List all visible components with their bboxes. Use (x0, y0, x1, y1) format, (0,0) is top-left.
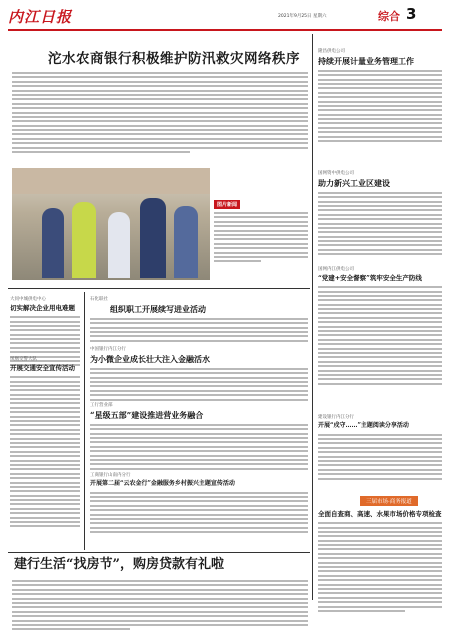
lead-photo (12, 168, 210, 280)
issue-date: 2021年9月25日 星期六 (278, 14, 327, 19)
newspaper-logo: 内江日报 (8, 8, 73, 26)
story-kicker: 建设银行内江分行 (318, 415, 354, 420)
story-kicker: 大同中城供电中心 (10, 297, 46, 302)
story-title: 持续开展计量业务管理工作 (318, 56, 414, 66)
right-story-3 (318, 266, 442, 387)
photo-caption-text (214, 212, 308, 265)
right-story-4 (318, 414, 442, 482)
story-kicker: 国网内江供电公司 (318, 267, 354, 272)
story-kicker: 石化联社 (90, 297, 108, 302)
masthead (8, 6, 442, 28)
story-kicker: 工行营业部 (90, 403, 113, 408)
story-title: 切实解决企业用电难题 (10, 304, 75, 312)
middle-story-3 (90, 402, 308, 472)
masthead-rule (8, 29, 442, 31)
section-bar: 三届市场·商务报道 (360, 496, 418, 506)
story-title: 组织职工开展续写进业活动 (110, 304, 206, 314)
bottom-body-text (12, 580, 308, 633)
story-title: 全面自查商、高速、水果市场价格专项检查 (318, 510, 442, 518)
lead-headline: 沱水农商银行积极维护防汛救灾网络秩序 (48, 51, 300, 67)
right-story-2 (318, 170, 442, 258)
story-title: “星级五部”建设推进营业务融合 (90, 410, 204, 420)
photo-caption-tag: 图片新闻 (214, 200, 240, 209)
middle-story-1 (90, 296, 308, 344)
story-title: 为小微企业成长壮大注入金融活水 (90, 354, 210, 364)
right-story-1 (318, 48, 442, 144)
story-kicker: 隆昌供电公司 (318, 49, 345, 54)
story-kicker: 工商银行山南内分行 (90, 473, 131, 478)
section-name: 综合 (378, 10, 400, 23)
story-title: 助力新兴工业区建设 (318, 178, 390, 188)
bottom-headline: 建行生活“找房节”，购房贷款有礼啦 (14, 557, 224, 572)
lead-body-text (12, 72, 308, 155)
story-kicker: 国网资中供电公司 (318, 171, 354, 176)
right-story-5 (318, 508, 442, 614)
story-kicker: 凤凰交警大队 (10, 357, 37, 362)
story-title: 开展第二届“云农金行”金融服务乡村振兴主题宣传活动 (90, 480, 235, 487)
story-title: 开展交通安全宣传活动 (10, 364, 75, 372)
left-story-2 (10, 356, 80, 530)
middle-story-4 (90, 472, 308, 536)
story-title: “党建+安全督察”筑牢安全生产防线 (318, 274, 422, 282)
middle-story-2 (90, 346, 308, 403)
story-kicker: 中国银行内江分行 (90, 347, 126, 352)
photo-banner (12, 168, 210, 194)
story-title: 开展“戍守……”主题阅读分享活动 (318, 422, 409, 429)
page-number: 3 (406, 5, 417, 23)
